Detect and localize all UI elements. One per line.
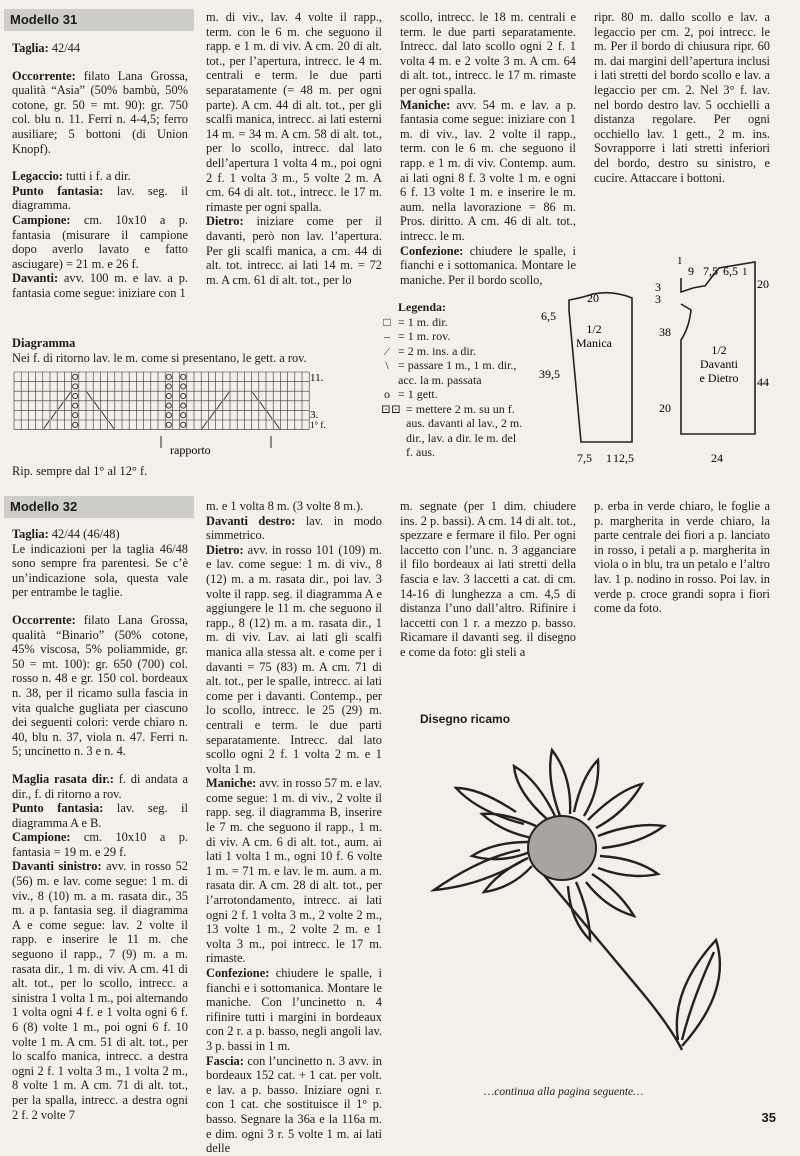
cable-icon: ⊡⊡ [380,401,402,416]
legenda-text: = 1 m. dir. [398,314,448,329]
dietro-text: iniziare come per il davanti, però non lav. l’apertura. Per gli scalfi manica, a cm. 44 di alt. tot. intrecc. ai lati 14 m. = 72 m. A cm. 61 di alt. tot., per lo [206,214,382,287]
chart-decrease-mark [253,392,258,400]
manica-m6-5: 6,5 [541,309,556,323]
col2-text: m. di viv., lav. 4 volte il rapp., term. con le 6 m. che seguono il rapp. e 1 m. di viv. A cm. 20 di alt. tot., per l’apertura, intrecc. le 4 m. centrali e term. le due parti separatamente (= 48 m. per ogni parte). A cm. 44 di alt. tot., per gli scalfi manica, intrecc. ai lati esterni 14 m. = 34 m. A cm. 58 di alt. tot., per lo scollo, intrecc. dal lato dell’apertura 1 volta 4 m., poi ogni 2 f. 1 volta 3 m., 5 volte 2 m. A cm. 64 di alt. tot., intrecc. le 17 m. rimaste per ogni spalla. [206,10,382,214]
chart-yarnover-mark [73,393,78,398]
model32-col3 [400,499,576,660]
legenda-item [376,402,526,460]
chart-decrease-mark [94,402,99,410]
model32-header [4,496,194,518]
chart-decrease-mark [51,411,56,419]
col3-text: m. segnate (per 1 dim. chiudere ins. 2 p. bassi). A cm. 14 di alt. tot., spezzare e fermare il filo. Per ogni laccetto con l’unc. n. 3 agganciare il filo bordeaux ai lati stretti della fascia e lav. 3 laccetti a cat. di cm. 14-16 di lunghezza a cm. 4,5 di distanza l’uno dall’altro. Rifinire i laccetti con 1 r. a mezzo p. basso. Ricamare il davanti seg. il disegno e come da foto: gli steli a [400,499,576,659]
label-maniche: Maniche: [400,97,451,112]
chart-yarnover-mark [181,403,186,408]
col4-text: ripr. 80 m. dallo scollo e lav. a legaccio per cm. 2, poi intrecc. le m. Per il bordo di chiusura ripr. 60 m. dai margini dell’apertura inclusi i lati stretti del bordo scollo e lav. a legaccio per cm. 2. Nel 3° f. lav. nel bordo destro lav. 5 occhielli a distanza regolare. Per ogni occhiello lav. 1 gett., 2 m. ins. Sovrapporre i lati stretti inferiori del bordo, destro su sinistro, e cucire. Attaccare i bottoni. [594,10,770,185]
model31-header [4,9,194,31]
chart-grid [14,372,309,430]
model32-col1 [12,527,188,1122]
chart-yarnover-mark [181,393,186,398]
legenda-text: = 1 m. rov. [398,329,451,343]
top-9: 9 [688,264,694,278]
chart-yarnover-mark [166,374,171,379]
manica-m1: 1 [606,451,612,465]
label-maglia-rasata: Maglia rasata dir.: [12,771,114,786]
legaccio-text: tutti i f. a dir. [62,169,131,184]
davanti-label-1: 1/2 [711,343,727,357]
square-icon: □ [383,314,391,329]
maniche-text: avv. 54 m. e lav. a p. fantasia come segue: iniziare con 1 m. di viv., lav. 2 volte il rapp., term. con le 6 m. che seguono il rapp. e 1 m. di viv. Contemp. aum. ai lati ogni 8 f. 3 volte 1 m. e ogni 6 f. 13 volte 1 m. e inserire le m. aum. nella lavorazione = 86 m. Pros. diritto. A cm. 46 di alt. tot., intrecc. le m. [400,97,576,243]
punto-fantasia-text: lav. seg. il diagramma A e B. [12,801,188,830]
legenda-item [376,387,526,402]
fascia-text: con l’uncinetto n. 3 avv. in bordeaux 152 cat. + 1 cat. per volt. e lav. a p. basso. Iniziare ogni r. con 1 cat. che sostituisce il 1° p. basso. Segnare la 36a e la 116a m. e dim. ogni 3 r. 5 volte 1 m. ai lati delle [206,1053,382,1156]
manica-m7-5: 7,5 [577,451,592,465]
label-occorrente: Occorrente: [12,68,76,83]
manica-label-2: Manica [576,336,612,350]
dash-icon: – [384,329,390,343]
diagramma-note: Nei f. di ritorno lav. le m. come si presentano, le gett. a rov. [12,351,307,365]
chart-row-3-label: 3. [310,409,319,421]
chart-yarnover-mark [73,413,78,418]
campione-text: cm. 10x10 a p. fantasia = 19 m. e 29 f. [12,830,188,859]
chart-decrease-mark [101,411,106,419]
label-campione: Campione: [12,212,71,227]
right-44: 44 [757,375,769,389]
label-confezione: Confezione: [400,243,464,258]
occorrente-text: filato Lana Grossa, qualità “Binario” (50% cotone, 45% viscosa, 5% poliammide, gr. 50 = mt. 100): gr. 650 (700) col. rosso n. 48 e gr. 150 col. bordeaux n. 38, per il ricamo sulla fascia in vita qualche gugliata per ciascuno dei seguenti colori: verde chiaro n. 40, blu n. 37, viola n. 47. Ferri n. 5; uncinetto n. 3 e n. 4. [12,612,188,759]
manica-label-1: 1/2 [586,322,602,336]
chart-yarnover-mark [73,384,78,389]
chart-decrease-mark [65,392,70,400]
chart-yarnover-mark [166,403,171,408]
petal [598,825,664,848]
davanti-label-3: e Dietro [699,371,739,385]
chart-decrease-mark [217,402,222,410]
model31-col4 [594,10,770,185]
label-taglia: Taglia: [12,527,49,541]
diagramma-title: Diagramma [12,336,76,350]
davanti-destro-text: lav. in modo simmetrico. [206,513,382,543]
model32-header-text: Modello 32 [10,499,78,514]
slash-left-icon: \ [385,358,389,372]
punto-fantasia-text: lav. seg. il diagramma. [12,183,188,213]
campione-text: cm. 10x10 a p. fantasia (misurare il campione dopo averlo lavato e fatto asciugare) = 21 m. e 26 f. [12,212,188,271]
slash-right-icon: ⁄ [385,343,388,358]
label-dietro: Dietro: [206,214,244,229]
chart-yarnover-mark [166,422,171,427]
legenda-item [376,315,526,330]
left-3a: 3 [655,280,661,294]
continua-caption: …continua alla pagina seguente… [484,1086,644,1098]
petal [482,814,536,838]
chart-decrease-mark [109,421,114,429]
chart-yarnover-mark [166,393,171,398]
top-1: 1 [677,255,683,267]
flower-center [528,816,596,880]
top-7-5: 7,5 [703,264,718,278]
chart-yarnover-mark [181,384,186,389]
chart-decrease-mark [224,392,229,400]
label-campione: Campione: [12,830,71,845]
maglia-rasata-text: f. di andata a dir., f. di ritorno a rov. [12,771,188,801]
model32-col2 [206,499,382,1156]
knitting-chart [8,366,368,466]
top-6-5: 6,5 [723,264,738,278]
col3-text: scollo, intrecc. le 18 m. centrali e term. le due parti separatamente. Intrecc. dal lato scollo ogni 2 f. 1 volta 4 m. e 2 volte 3 m. A cm. 64 di alt. tot., intrecc. le 17 m. rimaste per ogni spalla. [400,10,576,97]
occorrente-text: filato Lana Grossa, qualità “Asia” (50% bambù, 50% cotone, gr. 50 = mt. 90): gr. 750 col. blu n. 11. Ferri n. 4-4,5; ferro ausiliare; 5 bottoni (di Union Knopf). [12,68,188,156]
chart-decrease-mark [209,411,214,419]
label-punto-fantasia: Punto fantasia: [12,183,104,198]
taglia-note: Le indicazioni per la taglia 46/48 sono sempre fra parentesi. Se c’è un’indicazione sola, questa vale per entrambe le taglie. [12,541,188,600]
left-20: 20 [659,401,671,415]
dietro-text: avv. in rosso 101 (109) m. e lav. come segue: 1 m. di viv., 8 (12) m. a m. rasata dir., poi lav. 3 volte il rapp. seg. il diagramma A e aggiungere le 11 m. che seguono il rapp., 8 (12) m. a m. rasata dir., 1 m. di viv. Lav. ai lati gli scalfi manica alla stessa alt. e come per i davanti = 75 (83) m. A cm. 71 di alt. tot., per le spalle, intrecc. ai lati come per i davanti. Contemp., per lo scollo, intrecc. le 25 (29) m. centrali e term. le due parti separatamente. Intrecc. dal lato scollo ogni 2 f. 1 volta 2 m. e 1 volta 1 m. [206,542,382,776]
page-number: 35 [761,1110,776,1125]
label-dietro: Dietro: [206,542,244,557]
legenda-item [376,358,526,387]
chart-yarnover-mark [166,384,171,389]
rip-note: Rip. sempre dal 1° al 12° f. [12,464,148,478]
label-legaccio: Legaccio: [12,169,63,184]
confezione-text: chiudere le spalle, i fianchi e i sottomanica. Montare le maniche. Con l’uncinetto n. 4 rifinire tutti i margini in bordeaux con 2 r. a p. basso, negli angoli lav. 3 p. bassi in 1 m. [206,966,382,1053]
manica-m12-5: 12,5 [613,451,634,465]
model31-header-text: Modello 31 [10,12,78,27]
chart-yarnover-mark [73,422,78,427]
label-fascia: Fascia: [206,1053,244,1068]
label-confezione: Confezione: [206,966,270,980]
legenda-item [376,344,526,359]
label-davanti: Davanti: [12,271,59,286]
rapporto-label: rapporto [170,443,211,457]
label-occorrente: Occorrente: [12,612,76,627]
chart-yarnover-mark [181,422,186,427]
label-punto-fantasia: Punto fantasia: [12,801,104,816]
maniche-text: avv. in rosso 57 m. e lav. come segue: 1 m. di viv., 2 volte il rapp. seg. il diagramma B, inserire le 7 m. che seguono il rapp., 1 m. di viv. A cm. 6 di alt. tot., aum. ai lati 1 volta 1 m., ogni 10 f. 6 volte 1 m. = 71 m. e lav. le m. aum. a m. rasata dir. A cm. 28 di alt. tot., per l’arrotondamento, intrecc. ai lati ogni 2 f. 1 volta 3 m., 2 volte 2 m., 13 volte 1 m., 2 volte 2 m. e 1 volta 3 m., poi intrecc. le 17 m. rimaste. [206,776,382,966]
confezione-text: chiudere le spalle, i fianchi e i sottomanica. Montare le maniche. Per il bordo scollo, [400,243,576,287]
chart-yarnover-mark [181,413,186,418]
legenda-text: = mettere 2 m. su un f. aus. davanti al lav., 2 m. dir., lav. a dir. le m. del f. aus. [406,401,523,459]
chart-decrease-mark [267,411,272,419]
petal [574,760,598,816]
left-38: 38 [659,325,671,339]
chart-decrease-mark [87,392,92,400]
chart-row-11-label: 11. [310,372,324,384]
davanti-sinistro-text: avv. in rosso 52 (56) m. e lav. come segue: 1 m. di viv., 8 (10) m. a m. rasata dir., 35 m. a p. fantasia seg. il diagramma A e come segue: lav. 2 volte il rapp. e inserire le 11 m. che seguono il rapp., 7 (9) m. a m. rasata dir., 1 m. di viv. A cm. 41 di alt. tot., per lo scollo, intrecc. a sinistra 1 volta 1 m., poi alternando 1 volta ogni 4 f. e 1 volta ogni 6 f. 6 (8) volte 1 m., poi ogni 6 f. 10 volte 1 m. A cm. 51 di alt. tot., per lo scalfo manica, intrecc. a destra ogni 2 f. 1 volta 3 m., 1 volta 2 m., 8 volte 1 m. A cm. 71 di alt. tot., per la spalla, intrecc. a destra ogni 2 f. 2 volte 7 [12,859,188,1122]
manica-m20: 20 [587,291,599,305]
chart-row-1-label: 1° f. [310,420,326,430]
bottom-24: 24 [711,451,723,465]
petal [550,750,570,816]
chart-yarnover-mark [166,413,171,418]
embroidery-drawing [420,740,780,1070]
chart-decrease-mark [44,421,49,429]
petal [568,882,590,940]
model32-col4 [594,499,770,616]
legenda-item [376,329,526,344]
chart-yarnover-mark [73,374,78,379]
garment-schematic [535,230,785,470]
petal [586,874,634,916]
legenda-title: Legenda: [398,300,446,314]
chart-decrease-mark [202,421,207,429]
chart-yarnover-mark [181,374,186,379]
manica-outline [569,293,632,442]
model31-col2 [206,10,382,287]
petal [598,856,658,876]
chart-yarnover-mark [73,403,78,408]
label-davanti-sinistro: Davanti sinistro: [12,859,102,874]
model31-col1 [12,41,188,301]
left-3b: 3 [655,292,661,306]
chart-decrease-mark [260,402,265,410]
taglia-value: 42/44 [48,41,81,55]
davanti-label-2: Davanti [700,357,738,371]
taglia-value: 42/44 (46/48) [48,527,120,541]
col2-top-text: m. e 1 volta 8 m. (3 volte 8 m.). [206,499,364,513]
legenda [376,300,526,460]
label-taglia: Taglia: [12,41,49,55]
manica-m39-5: 39,5 [539,367,560,381]
circle-icon: o [384,387,390,401]
legenda-text: = passare 1 m., 1 m. dir., acc. la m. passata [398,358,517,387]
right-20: 20 [757,277,769,291]
ricamo-title: Disegno ricamo [420,712,511,726]
col4-text: p. erba in verde chiaro, le foglie a p. margherita in verde chiaro, la parte centrale dei fiori a p. lanciato in rosso, i petali a p. margherita in viola o in blu, tra un petalo e l’altro lav. 1 p. nodino in rosso. Poi lav. in verde p. croce grandi sopra i fiori come da foto. [594,499,770,616]
legenda-text: = 1 gett. [398,387,438,401]
top-1b: 1 [742,266,748,278]
legenda-text: = 2 m. ins. a dir. [398,343,477,358]
davanti-text: avv. 100 m. e lav. a p. fantasia come segue: iniziare con 1 [12,271,188,300]
chart-decrease-mark [274,421,279,429]
stem [538,868,682,1050]
label-maniche: Maniche: [206,776,257,791]
petal [472,842,530,859]
chart-decrease-mark [58,402,63,410]
label-davanti-destro: Davanti destro: [206,513,296,528]
